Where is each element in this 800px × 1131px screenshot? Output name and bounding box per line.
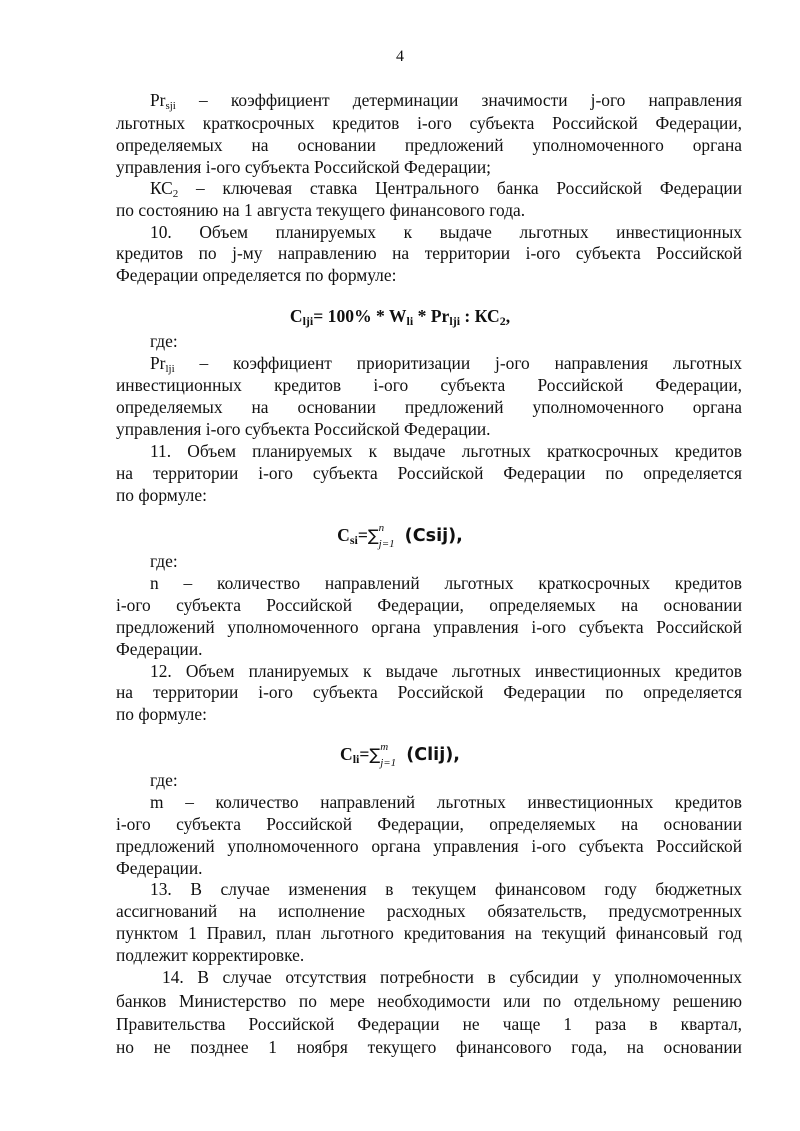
line-text: где: xyxy=(150,770,178,790)
line-text: – коэффициент приоритизации j-ого направления льготных xyxy=(174,353,742,373)
formula-text: (Clij), xyxy=(406,745,460,765)
text-line xyxy=(116,264,742,286)
formula-symbol: C xyxy=(289,306,303,326)
formula-text: = xyxy=(357,525,368,545)
line-text: m – количество направлений льготных инвестиционных кредитов xyxy=(150,792,742,812)
line-text: Pr xyxy=(150,90,166,110)
formula-subscript: lji xyxy=(302,314,314,328)
line-text: управления i-ого субъекта Российской Федерации; xyxy=(116,157,492,177)
line-text: – коэффициент детерминации значимости j-ого направления xyxy=(175,90,742,110)
text-line xyxy=(116,813,742,835)
text-line xyxy=(116,418,742,440)
line-text: 10. Объем планируемых к выдаче льготных инвестиционных xyxy=(150,222,742,242)
text-line xyxy=(116,944,742,966)
text-line xyxy=(150,330,742,352)
text-line xyxy=(116,616,742,638)
line-text: но не позднее 1 ноября текущего финансового года, на основании xyxy=(116,1037,742,1057)
line-text: Правительства Российской Федерации не чаще 1 раза в квартал, xyxy=(116,1014,742,1034)
formula-subscript: si xyxy=(349,533,358,547)
text-line xyxy=(116,900,742,922)
line-text: предложений уполномоченного органа управления i-ого субъекта Российской xyxy=(116,836,742,856)
text-line xyxy=(150,660,742,682)
text-line xyxy=(116,922,742,944)
page-number: 4 xyxy=(396,48,404,65)
line-text: на территории i-ого субъекта Российской Федерации по определяется xyxy=(116,463,742,483)
line-text: n – количество направлений льготных краткосрочных кредитов xyxy=(150,573,742,593)
text-line xyxy=(116,1013,742,1035)
formula-text: , xyxy=(505,306,511,326)
line-text: Федерации. xyxy=(116,639,203,659)
formula-cli xyxy=(0,742,800,768)
sum-upper-limit: n xyxy=(378,522,385,534)
line-text: льготных краткосрочных кредитов i-ого субъекта Российской Федерации, xyxy=(116,113,742,133)
text-line xyxy=(150,572,742,594)
line-text: подлежит корректировке. xyxy=(116,945,305,965)
text-line xyxy=(116,638,742,660)
text-line xyxy=(150,177,742,199)
text-line xyxy=(150,791,742,813)
line-text: предложений уполномоченного органа управления i-ого субъекта Российской xyxy=(116,617,742,637)
text-line xyxy=(150,89,742,111)
text-line xyxy=(116,835,742,857)
line-text: на территории i-ого субъекта Российской Федерации по определяется xyxy=(116,682,742,702)
text-line xyxy=(150,352,742,374)
text-line xyxy=(116,1036,742,1058)
formula-subscript: li xyxy=(406,314,414,328)
line-text: 12. Объем планируемых к выдаче льготных инвестиционных кредитов xyxy=(150,661,742,681)
line-text: по формуле: xyxy=(116,485,207,505)
text-line xyxy=(150,221,742,243)
text-line xyxy=(116,156,742,178)
formula-clji xyxy=(0,304,800,330)
formula-csi xyxy=(0,523,800,549)
formula-text: : КС xyxy=(460,306,500,326)
line-text: пунктом 1 Правил, план льготного кредитования на текущий финансовый год xyxy=(116,923,742,943)
text-line xyxy=(116,374,742,396)
sum-limits xyxy=(378,522,405,550)
formula-subscript: li xyxy=(352,752,360,766)
line-text: по состоянию на 1 августа текущего финансового года. xyxy=(116,200,526,220)
line-text: управления i-ого субъекта Российской Федерации. xyxy=(116,419,491,439)
line-text: Федерации определяется по формуле: xyxy=(116,265,397,285)
formula-subscript: 2 xyxy=(499,314,506,328)
line-text: i-ого субъекта Российской Федерации, определяемых на основании xyxy=(116,595,742,615)
sum-symbol: ∑ xyxy=(369,745,381,764)
line-text: Федерации. xyxy=(116,858,203,878)
text-line xyxy=(116,484,742,506)
line-text: кредитов по j-му направлению на территории i-ого субъекта Российской xyxy=(116,243,742,263)
text-line xyxy=(150,878,742,900)
text-line xyxy=(116,199,742,221)
subscript: 2 xyxy=(172,188,179,200)
text-line xyxy=(116,396,742,418)
text-line xyxy=(162,966,742,988)
text-line xyxy=(150,440,742,462)
subscript: sji xyxy=(165,100,176,112)
line-text: где: xyxy=(150,551,178,571)
line-text: инвестиционных кредитов i-ого субъекта Российской Федерации, xyxy=(116,375,742,395)
text-line xyxy=(116,857,742,879)
text-line xyxy=(116,112,742,134)
sum-lower-limit: j=1 xyxy=(380,757,397,769)
formula-text: (Csij), xyxy=(404,526,463,546)
sum-upper-limit: m xyxy=(380,741,389,753)
text-line xyxy=(116,594,742,616)
formula-text: * Pr xyxy=(413,306,450,326)
formula-symbol: C xyxy=(340,744,353,764)
sum-limits xyxy=(380,741,406,769)
formula-subscript: lji xyxy=(449,314,461,328)
text-line xyxy=(116,703,742,725)
text-line xyxy=(116,990,742,1012)
text-line xyxy=(116,242,742,264)
line-text: определяемых на основании предложений уполномоченного органа xyxy=(116,397,742,417)
line-text: Pr xyxy=(150,353,166,373)
formula-text: = 100% * W xyxy=(313,306,407,326)
line-text: i-ого субъекта Российской Федерации, определяемых на основании xyxy=(116,814,742,834)
line-text: ассигнований на исполнение расходных обязательств, предусмотренных xyxy=(116,901,742,921)
line-text: банков Министерство по мере необходимости или по отдельному решению xyxy=(116,991,742,1011)
text-line xyxy=(150,550,742,572)
text-line xyxy=(116,681,742,703)
subscript: lji xyxy=(165,363,175,375)
text-line xyxy=(116,134,742,156)
line-text: определяемых на основании предложений уполномоченного органа xyxy=(116,135,742,155)
sum-symbol: ∑ xyxy=(367,526,379,545)
line-text: 13. В случае изменения в текущем финансовом году бюджетных xyxy=(150,879,742,899)
line-text: 11. Объем планируемых к выдаче льготных краткосрочных кредитов xyxy=(150,441,742,461)
text-line xyxy=(150,769,742,791)
line-text: 14. В случае отсутствия потребности в субсидии у уполномоченных xyxy=(162,967,742,987)
line-text: по формуле: xyxy=(116,704,207,724)
formula-symbol: C xyxy=(337,525,350,545)
formula-text: = xyxy=(359,744,370,764)
line-text: КС xyxy=(150,178,173,198)
sum-lower-limit: j=1 xyxy=(378,538,395,550)
text-line xyxy=(116,462,742,484)
line-text: где: xyxy=(150,331,178,351)
line-text: – ключевая ставка Центрального банка Российской Федерации xyxy=(178,178,742,198)
